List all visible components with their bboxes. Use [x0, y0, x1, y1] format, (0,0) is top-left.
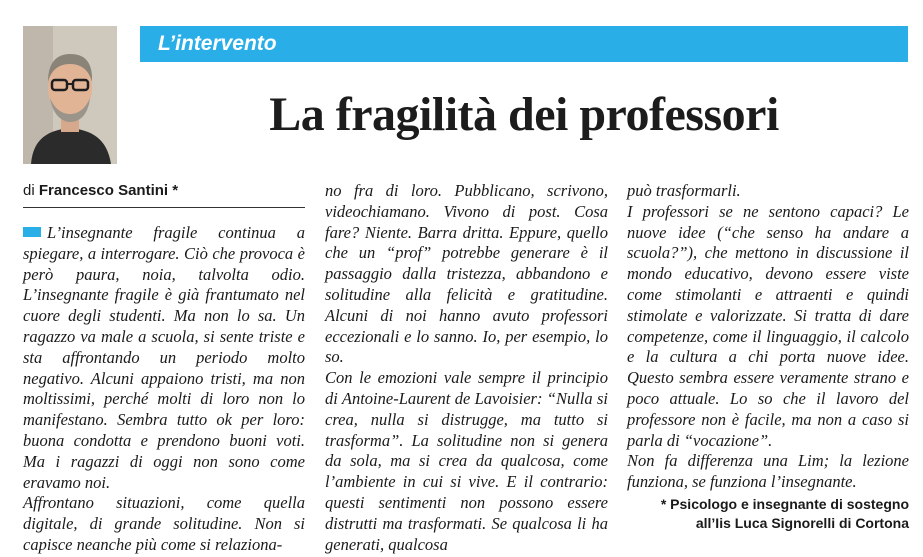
byline	[23, 181, 303, 201]
author-signature	[627, 495, 909, 533]
paragraph-text: L’insegnante fragile continua a spiegare, a interrogare. Ciò che provoca è però paura, noia, talvolta odio. L’insegnante fragile è già frantumato nel cuore degli studenti. Ma non lo sa. Un ragazzo va male a scuola, si sente triste e sta affrontando un periodo molto negativo. Alcuni appaiono tristi, ma non moltissimi, perché molti di loro non lo manifestano. Sembra tutto ok per loro: buona condotta e prendono buoni voti. Ma i ragazzi di oggi non sono come eravamo noi.	[23, 223, 305, 492]
signature-line-1: * Psicologo e insegnante di sostegno	[660, 495, 909, 512]
article-headline: La fragilità dei professori	[269, 88, 779, 141]
article-paragraph: può trasformarli.	[627, 181, 741, 200]
article-paragraph	[23, 223, 305, 493]
article-paragraph: Affrontano situazioni, come quella digitale, di grande solitudine. Non si capisce neanche più come si relaziona-	[23, 493, 305, 554]
article-paragraph: Non fa differenza una Lim; la lezione funziona, se funziona l’insegnante.	[627, 451, 909, 492]
article-column-1	[23, 223, 305, 556]
article-paragraph: Con le emozioni vale sempre il principio di Antoine-Laurent de Lavoisier: “Nulla si crea, nulla si distrugge, ma tutto si trasforma”. La solitudine non si genera da sola, ma si crea da qualcosa, come l’ambiente in cui si vive. E il contrario: questi sentimenti non possono essere distrutti ma trasformati. Se qualcosa li ha generati, qualcosa	[325, 368, 608, 554]
author-photo	[23, 26, 117, 164]
signature-line-2: all’Iis Luca Signorelli di Cortona	[695, 514, 909, 531]
article-paragraph: no fra di loro. Pubblicano, scrivono, videochiamano. Vivono di post. Cosa fare? Niente. Barra dritta. Eppure, quello che un “prof” potrebbe generare è il passaggio dalla tristezza, abbandono e solitudine alla felicità e gratitudine. Alcuni di noi hanno avuto professori eccezionali e lo sanno. Io, per esempio, lo so.	[325, 181, 608, 367]
author-portrait-image	[23, 26, 117, 164]
article-paragraph: I professori se ne sentono capaci? Le nuove idee (“che senso ha andare a scuola?”), che mettono in discussione il mondo educativo, devono essere viste come stimolanti e attraenti e quindi stimolate e valorizzate. Si tratta di dare competenze, come il linguaggio, il calcolo e la cultura a chi porta nuove idee. Questo sembra essere veramente strano e poco attuale. Lo so che il lavoro del professore non è facile, ma non a caso si parla di “vocazione”.	[627, 201, 909, 450]
lead-marker	[23, 227, 41, 237]
byline-divider	[23, 207, 305, 208]
byline-author: Francesco Santini *	[38, 182, 179, 199]
section-kicker: L’intervento	[158, 32, 277, 55]
article-column-3	[627, 181, 909, 533]
byline-prefix: di	[23, 182, 35, 199]
article-column-2	[325, 181, 608, 555]
